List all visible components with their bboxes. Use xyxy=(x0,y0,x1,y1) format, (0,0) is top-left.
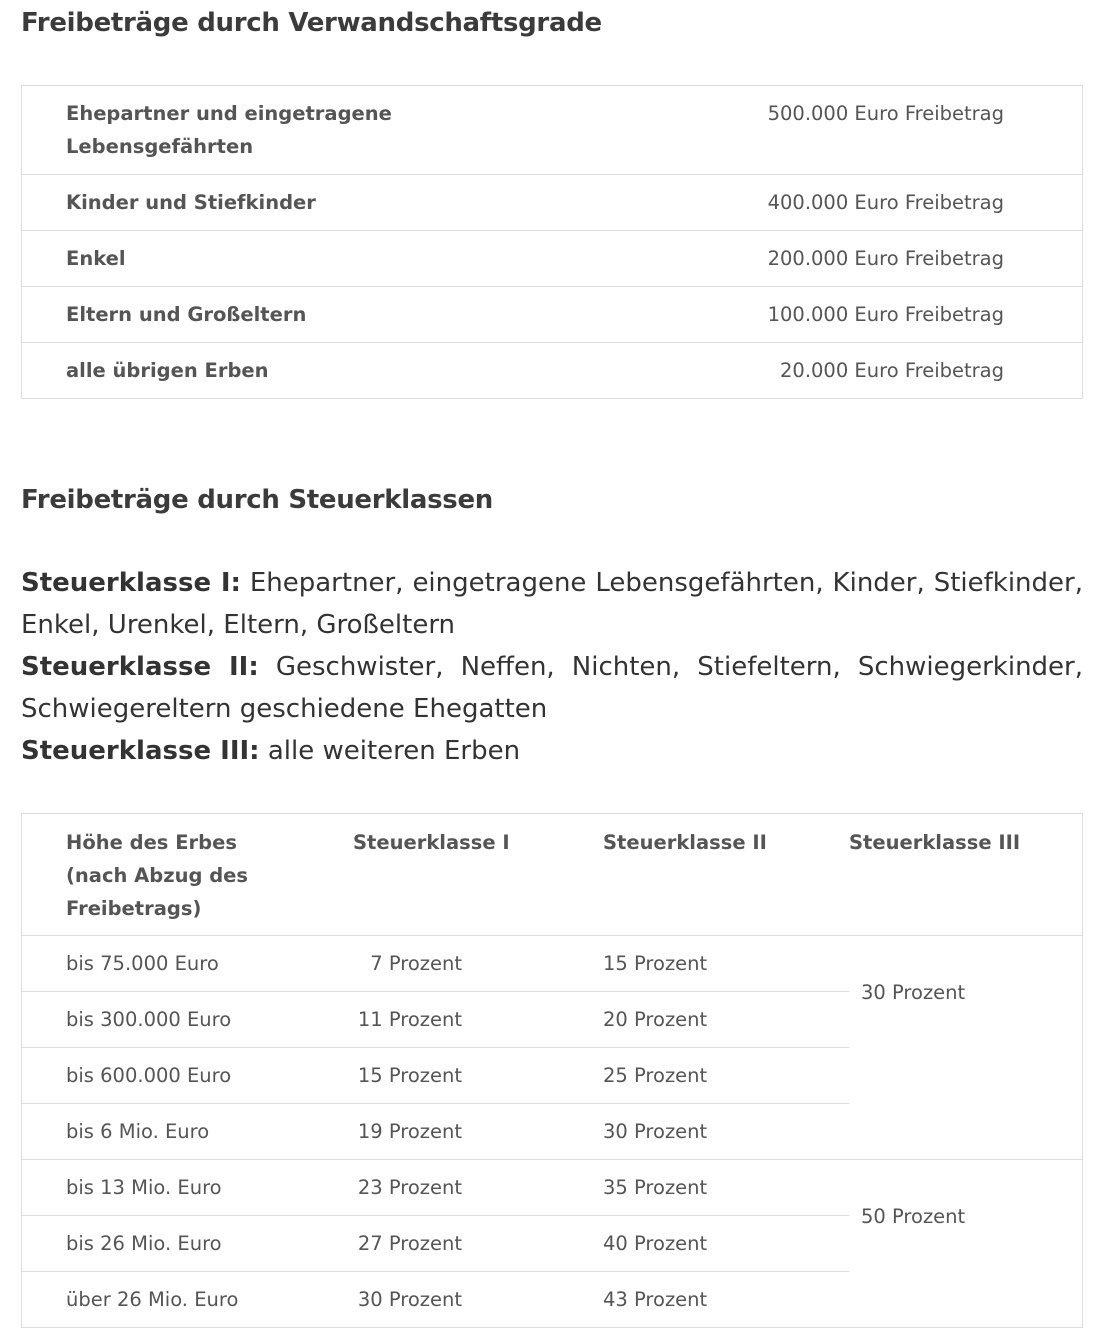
header-steuerklasse-2: Steuerklasse II xyxy=(603,831,767,854)
header-line: Höhe des Erbes xyxy=(66,831,237,854)
amount-cell: bis 6 Mio. Euro xyxy=(22,1104,307,1160)
k2-cell: 25 Prozent xyxy=(603,1048,849,1104)
k1-cell xyxy=(306,936,603,992)
header-hoehe-des-erbes xyxy=(22,814,307,936)
k1-value: 27 Prozent xyxy=(357,1232,462,1255)
amount-cell: bis 13 Mio. Euro xyxy=(22,1160,307,1216)
k2-cell: 15 Prozent xyxy=(603,936,849,992)
amount-cell: bis 75.000 Euro xyxy=(22,936,307,992)
table-row xyxy=(22,175,1083,231)
class-name: Steuerklasse I: xyxy=(21,568,241,598)
table-row xyxy=(22,343,1083,399)
k2-cell: 40 Prozent xyxy=(603,1216,849,1272)
k1-value: 7 Prozent xyxy=(370,952,462,975)
k1-value: 11 Prozent xyxy=(357,1008,462,1031)
row-label: Kinder und Stiefkinder xyxy=(22,175,447,231)
k1-value: 15 Prozent xyxy=(357,1064,462,1087)
k3-group-cell: 50 Prozent xyxy=(849,1160,1083,1328)
k1-cell xyxy=(306,992,603,1048)
table-row xyxy=(22,86,1083,175)
table-row xyxy=(22,936,1083,992)
class-name: Steuerklasse II: xyxy=(21,652,259,682)
row-value: 400.000 Euro Freibetrag xyxy=(446,175,1083,231)
table-header-row xyxy=(22,814,1083,936)
row-label: alle übrigen Erben xyxy=(22,343,447,399)
k1-value: 19 Prozent xyxy=(357,1120,462,1143)
section-title-verwandtschaftsgrade: Freibeträge durch Verwandschaftsgrade xyxy=(21,8,602,38)
k1-value: 23 Prozent xyxy=(357,1176,462,1199)
table-row xyxy=(22,231,1083,287)
row-label-line: Ehepartner und eingetragene xyxy=(66,102,392,125)
header-steuerklasse-1: Steuerklasse I xyxy=(353,831,510,854)
row-value: 20.000 Euro Freibetrag xyxy=(446,343,1083,399)
k1-cell xyxy=(306,1104,603,1160)
amount-cell: bis 600.000 Euro xyxy=(22,1048,307,1104)
amount-cell: über 26 Mio. Euro xyxy=(22,1272,307,1328)
section-title-steuerklassen: Freibeträge durch Steuerklassen xyxy=(21,485,494,515)
freibetraege-verwandtschaft-table xyxy=(21,85,1083,399)
table-row xyxy=(22,1160,1083,1216)
header-line: Freibetrags) xyxy=(66,897,202,920)
k1-cell xyxy=(306,1272,603,1328)
class-text: alle weiteren Erben xyxy=(267,736,521,766)
steuerklassen-description xyxy=(21,562,1083,772)
amount-cell: bis 300.000 Euro xyxy=(22,992,307,1048)
table-row xyxy=(22,287,1083,343)
row-label xyxy=(22,86,447,175)
row-label-line: Lebensgefährten xyxy=(66,135,254,158)
k1-cell xyxy=(306,1048,603,1104)
k1-cell xyxy=(306,1216,603,1272)
k1-value: 30 Prozent xyxy=(357,1288,462,1311)
k1-cell xyxy=(306,1160,603,1216)
row-label: Eltern und Großeltern xyxy=(22,287,447,343)
k2-cell: 43 Prozent xyxy=(603,1272,849,1328)
class-text: Ehepartner, eingetragene Lebensgefährten, Kinder, Stiefkinder, Enkel, Urenkel, Eltern, Großeltern xyxy=(21,568,1083,640)
k2-cell: 35 Prozent xyxy=(603,1160,849,1216)
class-name: Steuerklasse III: xyxy=(21,736,260,766)
k3-group-cell: 30 Prozent xyxy=(849,936,1083,1160)
row-value: 500.000 Euro Freibetrag xyxy=(446,86,1083,175)
header-steuerklasse-3: Steuerklasse III xyxy=(849,831,1021,854)
class-text: Geschwister, Neffen, Nichten, Stiefeltern, Schwiegerkinder, Schwiegereltern geschiedene Ehegatten xyxy=(21,652,1083,724)
header-line: (nach Abzug des xyxy=(66,864,249,887)
row-value: 200.000 Euro Freibetrag xyxy=(446,231,1083,287)
row-value: 100.000 Euro Freibetrag xyxy=(446,287,1083,343)
k2-cell: 20 Prozent xyxy=(603,992,849,1048)
row-label: Enkel xyxy=(22,231,447,287)
amount-cell: bis 26 Mio. Euro xyxy=(22,1216,307,1272)
steuersatz-table xyxy=(21,813,1083,1328)
k2-cell: 30 Prozent xyxy=(603,1104,849,1160)
